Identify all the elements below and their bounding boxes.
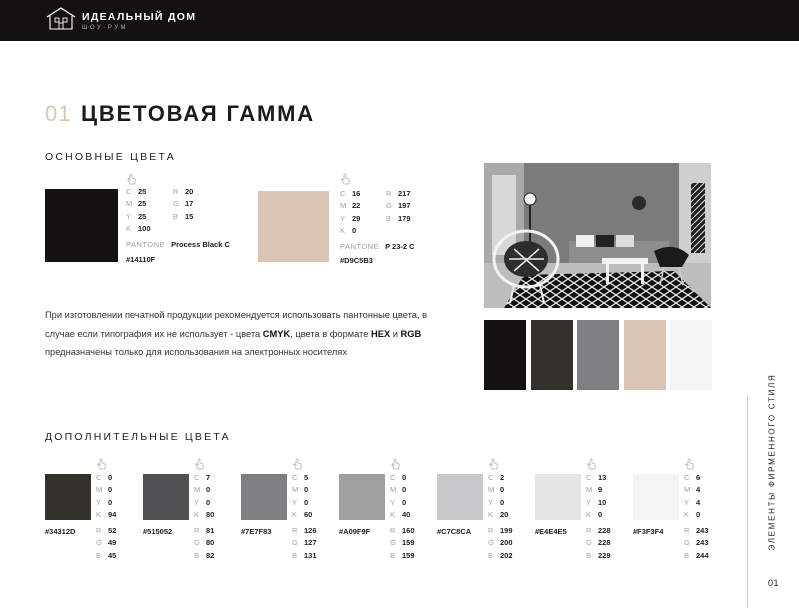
title-number: 01 xyxy=(45,101,72,126)
header-bar xyxy=(0,0,799,41)
section-vertical-label: ЭЛЕМЕНТЫ ФИРМЕННОГО СТИЛЯ xyxy=(767,373,777,551)
color-swatch xyxy=(437,474,483,520)
cmyk-values: C 0 M 0 Y 0 K 40 xyxy=(390,473,411,519)
hex-value: #515052 xyxy=(143,527,173,536)
rgb-values: R 243 G 243 B 244 xyxy=(684,526,709,560)
hex-value: #C7C8CA xyxy=(437,527,472,536)
palette-strip-chip xyxy=(670,320,712,390)
hex-value: #A09F9F xyxy=(339,527,371,536)
brand-name: ИДЕАЛЬНЫЙ ДОМ xyxy=(82,11,197,23)
additional-colors-heading: ДОПОЛНИТЕЛЬНЫЕ ЦВЕТА xyxy=(45,431,231,443)
palette-strip-chip xyxy=(624,320,666,390)
hand-pointer-icon xyxy=(194,458,206,470)
rgb-values: R 52 G 49 B 45 xyxy=(96,526,117,560)
rgb-values: R 228 G 228 B 229 xyxy=(586,526,611,560)
cmyk-values: C 7 M 0 Y 0 K 80 xyxy=(194,473,215,519)
cmyk-values: C 16 M 22 Y 29 K 0 xyxy=(340,189,361,235)
hand-pointer-icon xyxy=(684,458,696,470)
palette-strip-chip xyxy=(484,320,526,390)
primary-colors-heading: ОСНОВНЫЕ ЦВЕТА xyxy=(45,151,176,163)
rgb-values: R 126 G 127 B 131 xyxy=(292,526,317,560)
hex-value: #14110F xyxy=(126,255,156,264)
cmyk-values: C 13 M 9 Y 10 K 0 xyxy=(586,473,607,519)
hand-pointer-icon xyxy=(390,458,402,470)
cmyk-values: C 25 M 25 Y 25 K 100 xyxy=(126,187,151,233)
color-swatch xyxy=(339,474,385,520)
brand-subtitle: ШОУ-РУМ xyxy=(82,25,129,31)
color-swatch xyxy=(241,474,287,520)
pantone-value: PANTONE Process Black C xyxy=(126,240,230,249)
hand-pointer-icon xyxy=(96,458,108,470)
hand-pointer-icon xyxy=(586,458,598,470)
hex-value: #7E7F83 xyxy=(241,527,272,536)
description-paragraph: При изготовлении печатной продукции рекомендуется использовать пантонные цвета, в случае если типография их не использует - цвета CMYK, цвета в формате HEX и RGB предназначены только для использования на электронных носителях xyxy=(45,310,428,357)
cmyk-values: C 5 M 0 Y 0 K 60 xyxy=(292,473,313,519)
hand-pointer-icon xyxy=(292,458,304,470)
cmyk-values: C 2 M 0 Y 0 K 20 xyxy=(488,473,509,519)
hex-value: #34312D xyxy=(45,527,76,536)
rgb-values: R 81 G 80 B 82 xyxy=(194,526,215,560)
page-title: ЦВЕТОВАЯ ГАММА xyxy=(81,101,315,126)
interior-photo xyxy=(484,163,711,308)
cmyk-values: C 0 M 0 Y 0 K 94 xyxy=(96,473,117,519)
hex-value: #E4E4E5 xyxy=(535,527,567,536)
color-swatch xyxy=(45,474,91,520)
page-number: 01 xyxy=(768,578,780,588)
rgb-values: R 20 G 17 B 15 xyxy=(173,187,194,221)
color-swatch xyxy=(258,191,329,262)
rgb-values: R 217 G 197 B 179 xyxy=(386,189,411,223)
palette-strip-chip xyxy=(531,320,573,390)
hand-pointer-icon xyxy=(488,458,500,470)
house-logo-icon xyxy=(46,7,76,31)
color-swatch xyxy=(143,474,189,520)
color-swatch xyxy=(535,474,581,520)
color-swatch xyxy=(45,189,118,262)
cmyk-values: C 6 M 4 Y 4 K 0 xyxy=(684,473,701,519)
palette-strip-chip xyxy=(577,320,619,390)
color-swatch xyxy=(633,474,679,520)
pantone-value: PANTONE P 23-2 C xyxy=(340,242,415,251)
hex-value: #F3F3F4 xyxy=(633,527,664,536)
rgb-values: R 160 G 159 B 159 xyxy=(390,526,415,560)
hex-value: #D9C5B3 xyxy=(340,256,373,265)
rgb-values: R 199 G 200 B 202 xyxy=(488,526,513,560)
hand-pointer-icon xyxy=(126,173,138,185)
vertical-divider xyxy=(747,395,748,608)
hand-pointer-icon xyxy=(340,173,352,185)
